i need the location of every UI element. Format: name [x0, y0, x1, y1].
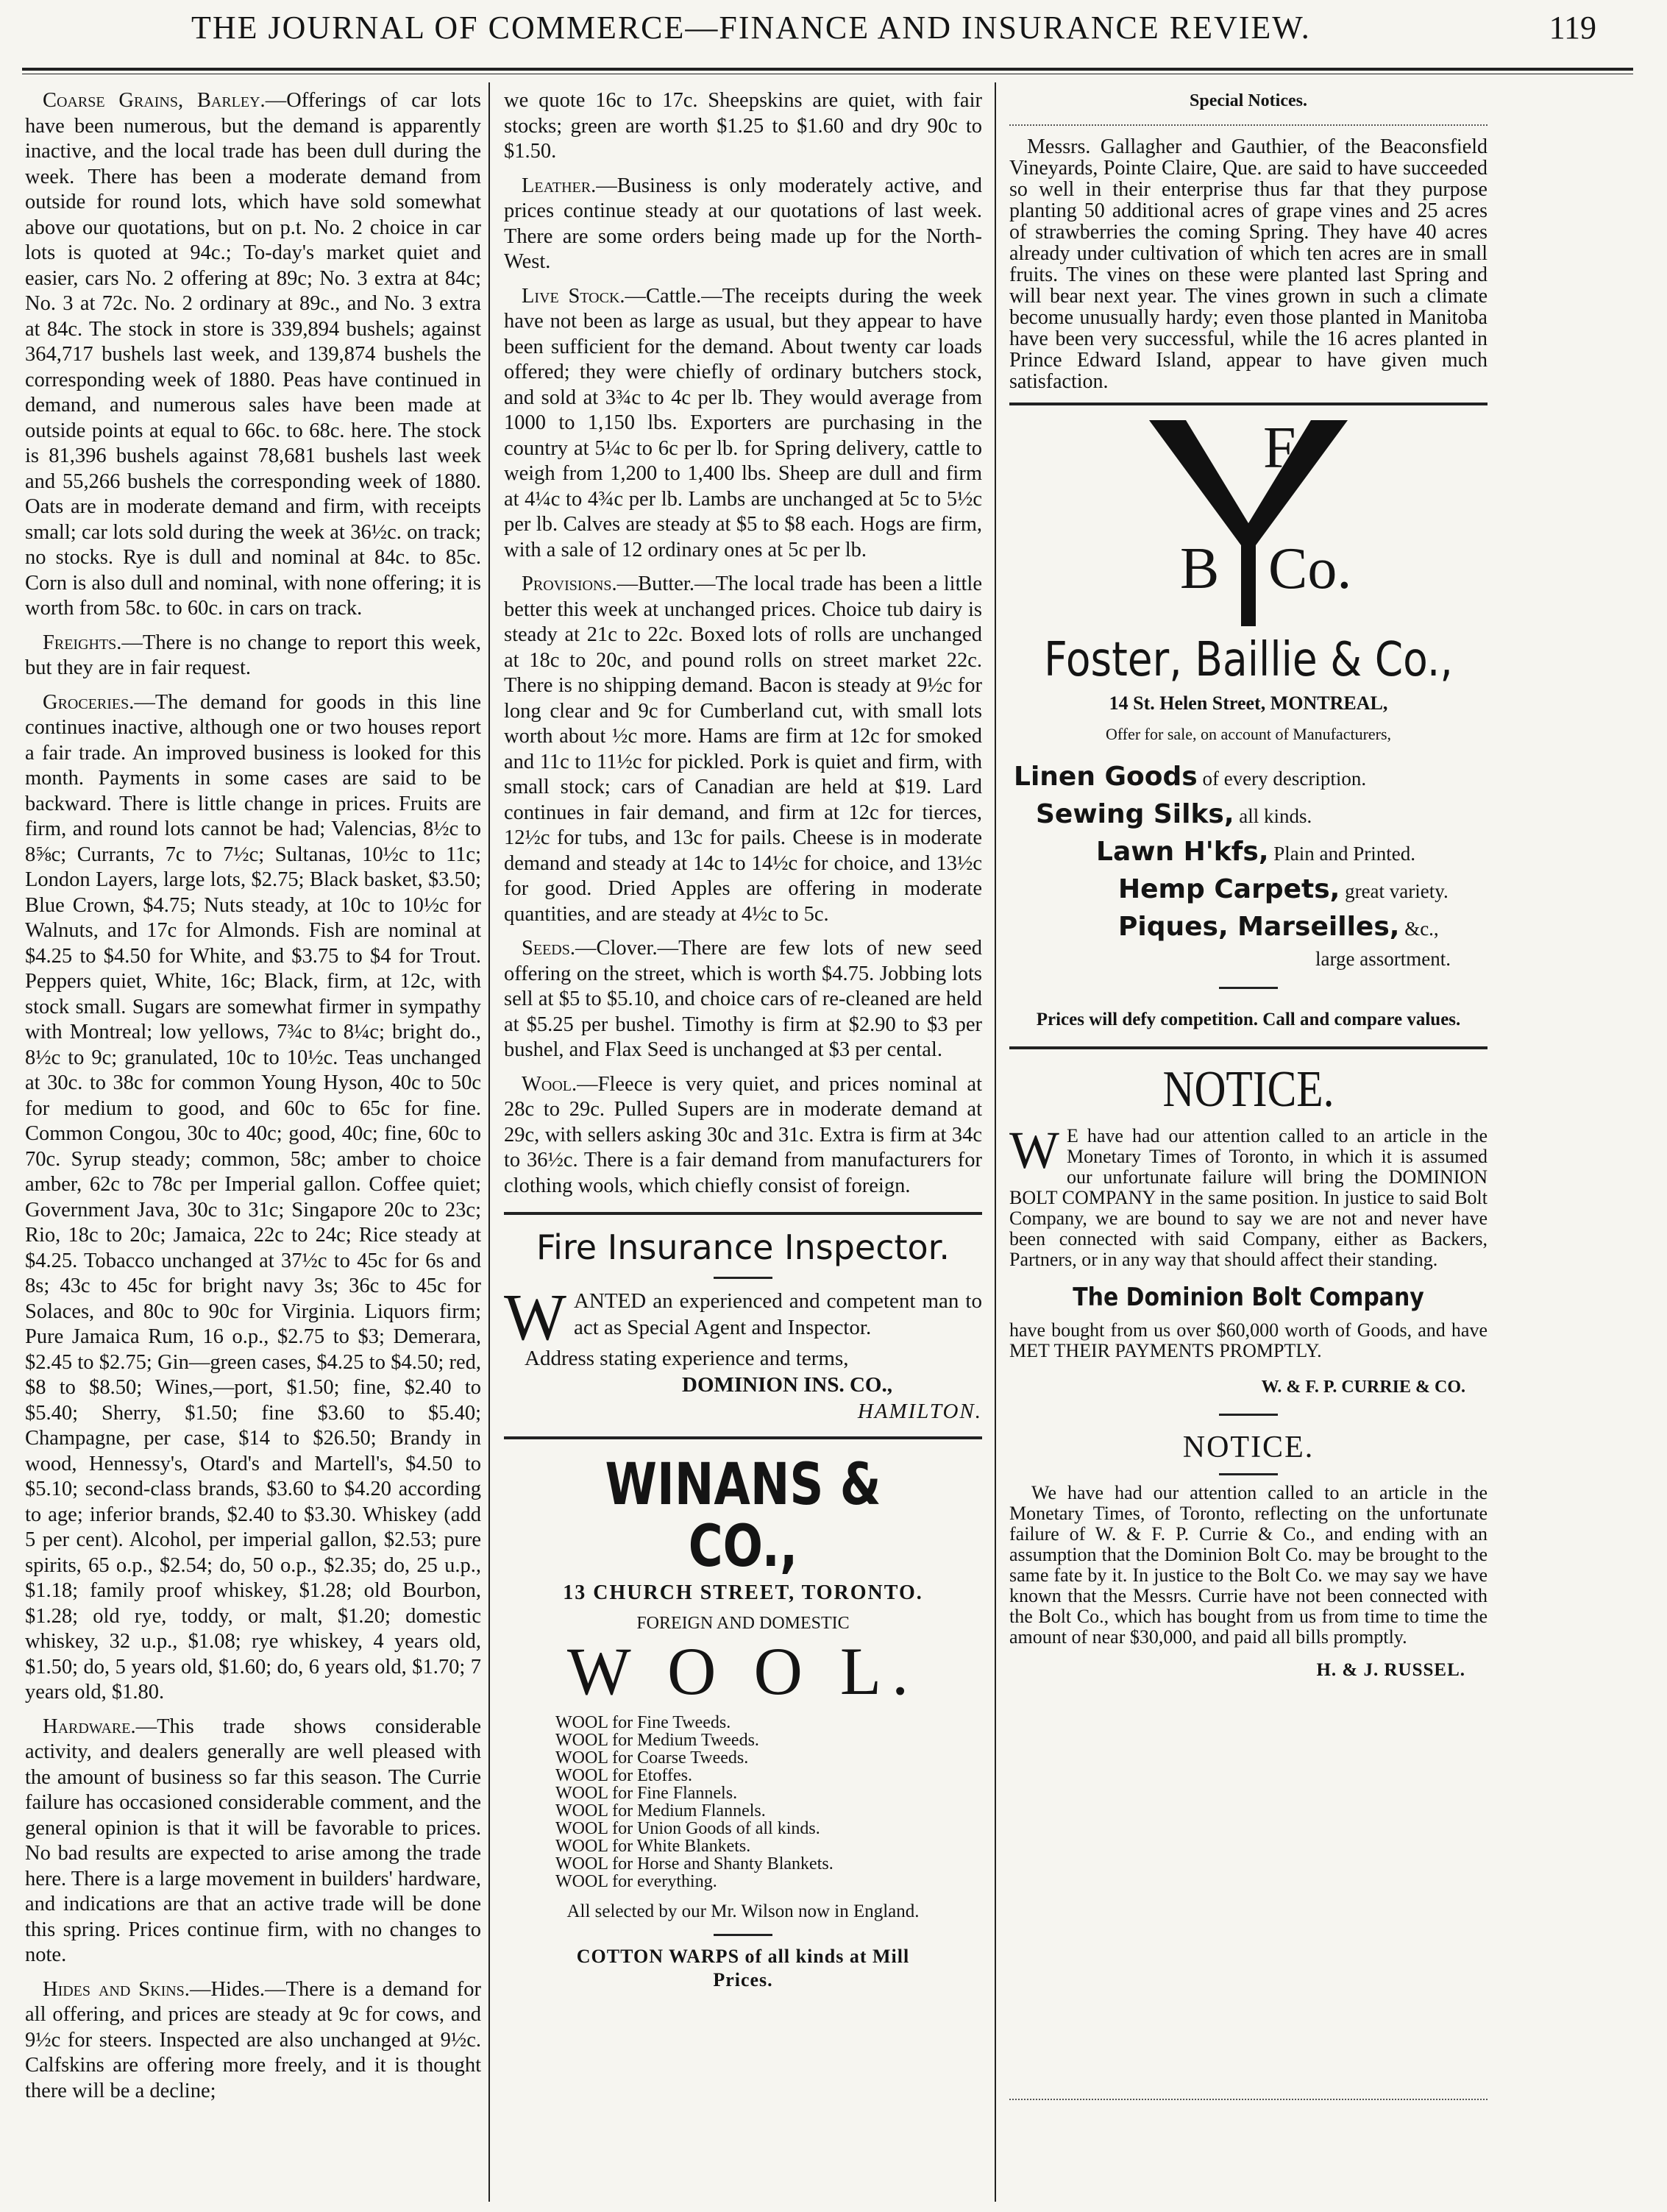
bolt-text: have bought from us over $60,000 worth of Goods, and have MET THEIR PAYMENTS PROMPTLY.: [1009, 1319, 1487, 1361]
wool-list-item: WOOL for Medium Flannels.: [555, 1801, 766, 1821]
notice-2-title: NOTICE.: [1182, 1430, 1315, 1464]
ad-rule: [1009, 1046, 1487, 1049]
logo-letter-f: F: [1263, 415, 1296, 481]
notice-1-text: E have had our attention called to an article in the Monetary Times of Toronto, in which it is assumed our unfortunate failure will bring the DOMINION BOLT COMPANY in the same position. In justice to said Bolt Company, we are bound to say we are not and never have been connected with said Company, either as Backers, Partners, or in any way that should affect their standing.: [1009, 1124, 1487, 1270]
section-head: Leather.: [522, 174, 597, 197]
paragraph-seeds: [504, 936, 982, 1063]
page-number: 119: [1549, 10, 1596, 46]
paragraph-freights: [25, 631, 481, 681]
divider: [1219, 987, 1278, 989]
section-text: —Offerings of car lots have been numerous, but the demand is apparently inactive, and the local trade has been dull during the week. There has been a moderate demand from outside for round lots, which have sold somewhat above our quotations, but on p.t. No. 2 choice in car lots is quoted at 94c.; To-day's market quiet and easier, cars No. 2 offering at 89c; No. 3 extra at 84c; No. 3 at 72c. No. 2 ordinary at 89c., and No. 3 extra at 84c. The stock in store is 339,894 bushels; against 364,717 bushels last week, and 139,874 bushels the corresponding week of 1880. Peas have continued in demand, and numerous sales have been made at outside points at equal to 66c. to 68c. here. The stock is 81,396 bushels against 78,681 bushels last week and 55,266 bushels the corresponding week of 1880. Oats are in moderate demand and firm, with receipts small; car lots sold during the week at 36½c. on track; no stocks. Rye is dull and nominal at 84c. to 85c. Corn is also dull and nominal, with none offering; it is worth from 58c. to 60c. in cars on track.: [25, 89, 481, 620]
section-head: Wool.: [522, 1072, 577, 1096]
bolt-signature: W. & F. P. CURRIE & CO.: [1261, 1378, 1465, 1397]
paragraph-coarse-grains: [25, 88, 481, 622]
fb-offer: Offer for sale, on account of Manufacturers,: [1105, 725, 1392, 743]
winans-sub: FOREIGN AND DOMESTIC: [636, 1613, 850, 1633]
notice-2-text: We have had our attention called to an article in the Monetary Times, of Toronto, reflecting on the unfortunate failure of W. & F. P. Currie & Co., and ending with an assumption that the Dominion Bolt Co. may be brought to the same fate by it. In justice to the Bolt Co. we may say we have known that the Messrs. Currie have not been connected with the Bolt Co., which has bought from us from time to time the amount of near $30,000, and paid all bills promptly.: [1009, 1481, 1487, 1648]
wool-list-item: WOOL for Fine Flannels.: [555, 1784, 738, 1803]
winans-address: 13 CHURCH STREET, TORONTO.: [563, 1581, 923, 1604]
section-text: —Hides.—There is a demand for all offering, and prices are steady at 9c for cows, and 9½c for steers. Inspected are also unchanged at 9½c. Calfskins are offering more freely, and it is thought there will be a decline;: [25, 1977, 481, 2102]
divider: [714, 1277, 772, 1279]
section-head: Freights.: [43, 631, 122, 654]
paragraph-provisions: [504, 572, 982, 927]
fire-insurance-ad-title: Fire Insurance Inspector.: [536, 1227, 950, 1267]
section-head: Seeds.: [522, 937, 575, 960]
fb-footer: Prices will defy competition. Call and compare values.: [1036, 1009, 1461, 1029]
ad-rule: [1009, 403, 1487, 405]
section-text: —Clover.—There are few lots of new seed offering on the street, which is worth $4.75. Jobbing lots sell at $5 to $5.10, and choice cars of re-cleaned are held at $5.25 per bushel. Timothy is firm at $2.90 to $3 per bushel, and Flax Seed is unchanged at $3 per cental.: [504, 937, 982, 1061]
paragraph-hardware: [25, 1715, 481, 1968]
logo-letters-co: Co.: [1268, 536, 1352, 601]
section-head: Hides and Skins.: [43, 1977, 190, 2001]
section-text: —Fleece is very quiet, and prices nominal at 28c to 29c. Pulled Supers are in moderate demand at 29c, with sellers asking 30c and 31c. Extra is firm at 34c to 36½c. There is a fair demand from manufacturers for clothing wools, which chiefly consist of foreign.: [504, 1072, 982, 1197]
wool-list-item: WOOL for Fine Tweeds.: [555, 1713, 731, 1732]
fb-goods-line: Hemp Carpets, great variety.: [1118, 873, 1449, 904]
winans-selected: All selected by our Mr. Wilson now in England.: [566, 1901, 920, 1921]
section-text: —Business is only moderately active, and prices continue steady at our quotations of last week. There are some orders being made up for the North-West.: [504, 174, 982, 273]
ad-text: Address stating experience and terms,: [525, 1347, 849, 1370]
ad-signature-city: HAMILTON.: [857, 1400, 982, 1423]
section-head: Coarse Grains, Barley.: [43, 89, 266, 112]
ad-rule: [504, 1212, 982, 1215]
fb-goods-line: Piques, Marseilles, &c.,: [1118, 911, 1439, 942]
divider: [1219, 1473, 1278, 1475]
fbc-logo-y-icon: [1009, 413, 1487, 626]
column-2: [504, 88, 982, 1992]
header-rule-thick: [22, 68, 1633, 71]
section-text: —This trade shows considerable activity, and dealers generally are well pleased with the amount of business so far this season. The Currie failure has occasioned considerable comment, and the general opinion is that it will be favorable to prices. No bad results are expected to arise among the trade here. There is a large movement in builders' hardware, and indications are that an active trade will be done this spring. Prices continue firm, with no changes to note.: [25, 1715, 481, 1966]
divider: [714, 1934, 772, 1936]
dropcap: W: [504, 1281, 566, 1354]
ad-signature: DOMINION INS. CO.,: [682, 1373, 892, 1397]
dropcap: W: [1009, 1120, 1059, 1180]
fb-goods-line: Lawn H'kfs, Plain and Printed.: [1096, 836, 1415, 867]
wool-list-item: WOOL for everything.: [555, 1872, 717, 1891]
fb-goods-line: Sewing Silks, all kinds.: [1036, 798, 1312, 829]
winans-title: WINANS & CO.,: [605, 1452, 881, 1580]
wool-list-item: WOOL for Horse and Shanty Blankets.: [555, 1854, 834, 1874]
section-head: Groceries.: [43, 690, 135, 714]
fb-goods-list: [1009, 759, 1487, 971]
section-head: Hardware.: [43, 1715, 136, 1738]
paragraph-groceries: [25, 690, 481, 1706]
notice-1-title: NOTICE.: [1162, 1060, 1334, 1118]
wool-list-item: WOOL for Medium Tweeds.: [555, 1731, 759, 1750]
fb-goods-line: large assortment.: [1315, 947, 1451, 970]
fb-title: Foster, Baillie & Co.,: [1044, 632, 1453, 687]
bottom-dotted-rule: [1009, 2099, 1487, 2100]
paragraph-hides: [25, 1977, 481, 2105]
wool-list-item: WOOL for Coarse Tweeds.: [555, 1748, 749, 1768]
paragraph-wool: [504, 1072, 982, 1199]
winans-big-wool: W O O L.: [566, 1634, 920, 1709]
section-text: —Butter.—The local trade has been a little better this week at unchanged prices. Choice tub dairy is steady at 21c to 22c. Boxed lots of rolls are unchanged at 18c to 20c, and pound rolls on street market 22c. There is no shipping demand. Bacon is steady at 9½c for long clear and 9c for Cumberland cut, with small lots worth about ½c more. Hams are firm at 12c for smoked and 11c to 11½c for pickled. Pork is quiet and firm, with small stock; cars of Canadian are held at $19. Lard continues in fair demand, and firm at 12c for tierces, 12½c for tubs, and 13c for pails. Cheese is in moderate demand and steady at 14c to 14½c for choice, and 13½c for good. Dried Apples are offering in moderate quantities, and are steady at 4½c to 5c.: [504, 573, 982, 926]
special-notices-head: Special Notices.: [1190, 91, 1307, 110]
divider: [1219, 1414, 1278, 1416]
paragraph-leather: [504, 174, 982, 275]
ad-rule: [504, 1436, 982, 1439]
bolt-title: The Dominion Bolt Company: [1073, 1282, 1424, 1312]
special-notice-text: Messrs. Gallagher and Gauthier, of the Beaconsfield Vineyards, Pointe Claire, Que. are said to have succeeded so well in their enterprise thus far that they purpose planting 50 additional acres of grape vines and 25 acres of strawberries the coming Spring. They have 40 acres already under cultivation of which ten acres are in small fruits. The vines on these were planted last Spring and will bear next year. The vines grown in such a climate become unusually hardy; even those planted in Manitoba have been very successful, while the 16 acres planted in Prince Edward Island, appear to have given much satisfaction.: [1009, 135, 1487, 393]
fb-goods-line: Linen Goods of every description.: [1014, 761, 1367, 792]
journal-title: THE JOURNAL OF COMMERCE—FINANCE AND INSURANCE REVIEW.: [191, 10, 1311, 46]
column-divider-1: [488, 82, 490, 2202]
dashed-rule: [1009, 124, 1487, 126]
wool-list-item: WOOL for White Blankets.: [555, 1837, 751, 1856]
fbc-logo: [1009, 413, 1487, 626]
wool-list: [555, 1714, 982, 1890]
section-head: Provisions.: [522, 573, 617, 595]
logo-letter-b: B: [1180, 536, 1220, 601]
fb-address: 14 St. Helen Street, MONTREAL,: [1109, 692, 1388, 714]
column-divider-2: [995, 82, 996, 2202]
column-3: [1009, 88, 1487, 1683]
column-1: [25, 88, 481, 2186]
winans-footer: COTTON WARPS of all kinds at Mill Prices.: [576, 1945, 910, 1991]
paragraph-live-stock: [504, 284, 982, 564]
fire-insurance-ad-body: [504, 1281, 982, 1425]
notice-1-body: [1009, 1120, 1487, 1270]
ad-text: ANTED an experienced and competent man to act as Special Agent and Inspector.: [573, 1289, 982, 1339]
section-text: —The demand for goods in this line continues inactive, although one or two houses report a fair trade. An improved business is looked for this month. Payments in some cases are said to be backward. There is little change in prices. Fruits are firm, and round lots cannot be had; Valencias, 8½c to 8⅝c; Currants, 7c to 7½c; Sultanas, 10½c to 11c; London Layers, large lots, $2.75; Black basket, $3.50; Blue Crown, $4.75; Nuts steady, at 10c to 10½c for Walnuts, and 17c for Almonds. Fish are nominal at $4.25 to $4.50 for White, and $3.75 to $4 for Trout. Peppers quiet, White, 16c; Black, firm, at 12c, with stock small. Sugars are somewhat firmer in sympathy with Montreal; low yellows, 7¾c to 8¼c; bright do., 8½c to 9c; granulated, 10c to 10½c. Teas unchanged at 30c. to 38c for common Young Hyson, 40c to 50c for medium to good, and 60c to 65c for fine. Common Congou, 30c to 40c; good, 40c; fine, 60c to 70c. Syrup steady; common, 58c; amber to choice amber, 62c to 78c per Imperial gallon. Coffee quiet; Government Java, 30c to 31c; Singapore 20c to 23c; Rio, 18c to 20c; Jamaica, 22c to 24c; Rice steady at $4.25. Tobacco unchanged at 37½c to 45c for 6s and 8s; 43c to 45c for bright navy 3s; 36c to 45c for Solaces, and 80c to 90c for Virginia. Liquors firm; Pure Jamaica Rum, 16 o.p., $2.75 to $3; Demerara, $2.45 to $2.75; Gin—green cases, $4.25 to $4.50; red, $8 to $8.50; Wines,—port, $1.50; fine, $2.40 to $5.40; Sherry, $1.50; fine $3.60 to $5.40; Champagne, per case, $14 to $26.50; Brandy in wood, Hennessy's, Otard's and Martell's, $4.50 to $5.10; second-class brands, $3.60 to $4.20 according to age; inferior brands, $2.40 to $3.30. Whiskey (add 5 per cent). Alcohol, per imperial gallon, $2.53; pure spirits, 65 o.p., $2.54; do, 50 o.p., $2.35; do, 25 u.p., $1.18; family proof whiskey, $1.28; old Bourbon, $1.28; old rye, toddy, or malt, $1.20; domestic whiskey, 32 u.p., $1.08; rye whiskey, 4 years old, $1.50; do, 5 years old, $1.60; do, 6 years old, $1.70; 7 years old, $1.80.: [25, 690, 481, 1704]
page-header: [22, 3, 1626, 65]
wool-list-item: WOOL for Etoffes.: [555, 1766, 692, 1785]
section-head: Live Stock.: [522, 284, 625, 308]
paragraph-hides-cont: we quote 16c to 17c. Sheepskins are quiet, with fair stocks; green are worth $1.25 to $1.60 and dry 90c to $1.50.: [504, 89, 982, 163]
section-text: —There is no change to report this week, but they are in fair request.: [25, 631, 481, 679]
section-text: —Cattle.—The receipts during the week have not been as large as usual, but they appear to have been sufficient for the demand. About twenty car loads offered; they were chiefly of ordinary butchers stock, and sold at 3¾c to 4c per lb. They would average from 1000 to 1,150 lbs. Exporters are purchasing in the country at 5¼c to 6c per lb. for Spring delivery, cattle to weigh from 1,200 to 1,400 lbs. Sheep are dull and firm at 4¼c to 4¾c per lb. Lambs are unchanged at 5c to 5½c per lb. Calves are steady at $5 to $8 each. Hogs are firm, with a sale of 12 ordinary ones at 5c per lb.: [504, 284, 982, 561]
wool-list-item: WOOL for Union Goods of all kinds.: [555, 1819, 820, 1838]
notice-2-signature: H. & J. RUSSEL.: [1316, 1659, 1465, 1680]
